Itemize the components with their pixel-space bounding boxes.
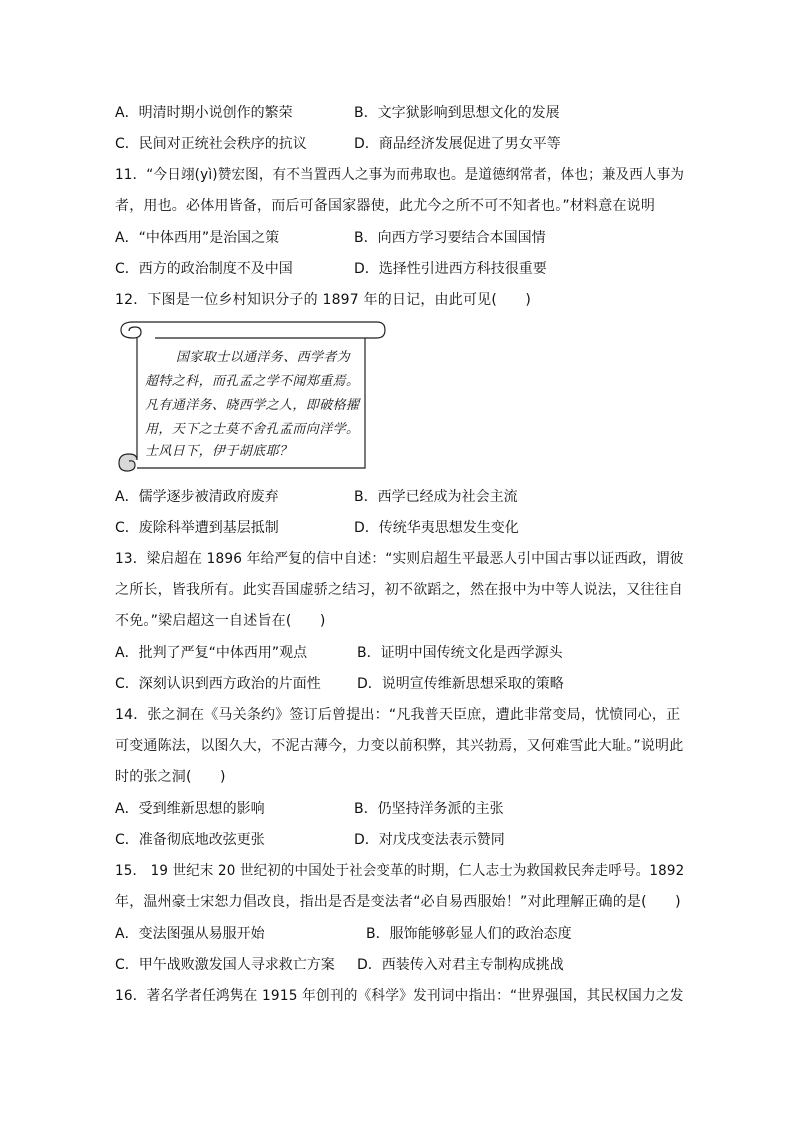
- q11-stem-line1: 11．“今日翊(yì)赞宏图，有不当置西人之事为而弗取也。是道德纲常者，体也；兼及西人事为: [115, 167, 685, 183]
- q10-option-a[interactable]: A．明清时期小说创作的繁荣: [115, 105, 293, 121]
- q14-option-c[interactable]: C．准备彻底地改弦更张: [115, 832, 265, 848]
- q13-option-a[interactable]: A．批判了严复“中体西用”观点: [115, 645, 308, 661]
- q15-option-c[interactable]: C．甲午战败激发国人寻求救亡方案: [115, 957, 335, 973]
- q15-option-d[interactable]: D．西装传入对君主专制构成挑战: [357, 957, 564, 973]
- q11-option-d[interactable]: D．选择性引进西方科技很重要: [354, 261, 547, 277]
- q11-option-a[interactable]: A．“中体西用”是治国之策: [115, 230, 280, 246]
- diary-line-4: 用，天下之士莫不舍孔孟而向洋学。: [145, 422, 360, 437]
- q16-stem-line1: 16．著名学者任鸿隽在 1915 年创刊的《科学》发刊词中指出：“世界强国，其民权国力之发: [115, 988, 684, 1004]
- q11-option-b[interactable]: B．向西方学习要结合本国国情: [354, 230, 546, 246]
- diary-line-3: 凡有通洋务、晓西学之人，即破格擢: [145, 398, 360, 413]
- q15-stem-line1: 15． 19 世纪末 20 世纪初的中国处于社会变革的时期，仁人志士为救国救民奔走呼号。1892: [115, 863, 685, 879]
- q12-stem: 12．下图是一位乡村知识分子的 1897 年的日记，由此可见( ): [115, 292, 532, 308]
- q13-option-d[interactable]: D．说明宣传维新思想采取的策略: [357, 676, 564, 692]
- q15-option-a[interactable]: A．变法图强从易服开始: [115, 926, 265, 942]
- q15-option-b[interactable]: B．服饰能够彰显人们的政治态度: [366, 926, 572, 942]
- q12-option-b[interactable]: B．西学已经成为社会主流: [354, 489, 518, 505]
- diary-line-2: 超特之科，而孔孟之学不闻郑重焉。: [145, 374, 360, 389]
- q12-option-a[interactable]: A．儒学逐步被清政府废弃: [115, 489, 279, 505]
- q14-stem-line2: 可变通陈法，以图久大，不泥古薄今，力变以前积弊，其兴勃焉，又何难雪此大耻。”说明此: [115, 738, 684, 754]
- q14-option-a[interactable]: A．受到维新思想的影响: [115, 801, 265, 817]
- q14-stem-line1: 14．张之洞在《马关条约》签订后曾提出：“凡我普天臣庶，遭此非常变局，忧愤同心，正: [115, 707, 681, 723]
- q13-stem-line1: 13．梁启超在 1896 年给严复的信中自述：“实则启超生平最恶人引中国古事以证西政，谓彼: [115, 551, 684, 567]
- q14-stem-line3: 时的张之洞( ): [115, 769, 226, 785]
- q12-option-d[interactable]: D．传统华夷思想发生变化: [354, 520, 519, 536]
- diary-line-5: 士风日下，伊于胡底耶？: [145, 444, 293, 459]
- q13-option-b[interactable]: B．证明中国传统文化是西学源头: [357, 645, 563, 661]
- q11-stem-line2: 者，用也。必体用皆备，而后可备国家器使，此尤今之所不可不知者也。”材料意在说明: [115, 198, 656, 214]
- q14-option-d[interactable]: D．对戊戌变法表示赞同: [354, 832, 505, 848]
- q13-stem-line2: 之所长，皆我所有。此实吾国虚骄之结习，初不欲蹈之，然在报中为中等人说法，又往往自: [115, 582, 683, 598]
- q15-stem-line2: 年，温州豪士宋恕力倡改良，指出是否是变法者“必自易西服始！”对此理解正确的是( ): [115, 894, 681, 910]
- q13-option-c[interactable]: C．深刻认识到西方政治的片面性: [115, 676, 321, 692]
- q12-option-c[interactable]: C．废除科举遭到基层抵制: [115, 520, 279, 536]
- q10-option-d[interactable]: D．商品经济发展促进了男女平等: [354, 136, 561, 152]
- q14-option-b[interactable]: B．仍坚持洋务派的主张: [354, 801, 504, 817]
- diary-line-1: 国家取士以通洋务、西学者为: [176, 350, 351, 365]
- q10-option-b[interactable]: B．文字狱影响到思想文化的发展: [354, 105, 560, 121]
- q13-stem-line3: 不免。”梁启超这一自述旨在( ): [115, 613, 326, 629]
- q10-option-c[interactable]: C．民间对正统社会秩序的抗议: [115, 136, 307, 152]
- q11-option-c[interactable]: C．西方的政治制度不及中国: [115, 261, 293, 277]
